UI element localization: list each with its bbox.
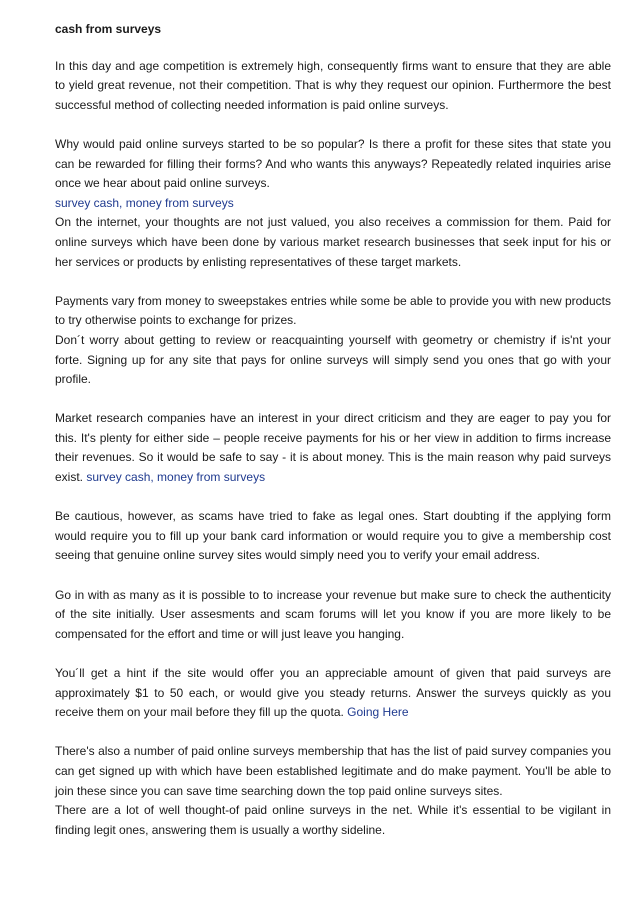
paragraph-hint-text: You´ll get a hint if the site would offer you an appreciable amount of given that paid surveys are approximately $1 to 50 each, or would give you steady returns. Answer the surveys quickly as you receive them on your mail before they fill up the quota. — [55, 666, 611, 720]
paragraph-hint — [55, 664, 611, 723]
paragraph-gap — [55, 566, 611, 586]
document-page — [55, 20, 611, 840]
paragraph-gap — [55, 644, 611, 664]
paragraph-gap — [55, 488, 611, 508]
paragraph-well-thought: There are a lot of well thought-of paid online surveys in the net. While it's essential to be vigilant in finding legit ones, answering them is usually a worthy sideline. — [55, 803, 611, 837]
paragraph-membership: There's also a number of paid online surveys membership that has the list of paid survey companies you can get signed up with which have been established legitimate and do make payment. You'll be able to join these since you can save time searching down the top paid online surveys sites. — [55, 744, 611, 798]
document-title: cash from surveys — [55, 22, 162, 36]
paragraph-market-research — [55, 409, 611, 487]
paragraph-dont-worry: Don´t worry about getting to review or reacquainting yourself with geometry or chemistry if is'nt your forte. Signing up for any site that pays for online surveys will simply send you ones that go with your profile. — [55, 332, 611, 387]
paragraph-gap — [55, 390, 611, 410]
going-here-link[interactable]: Going Here — [347, 705, 409, 720]
paragraph-thoughts-valued: On the internet, your thoughts are not just valued, you also receives a commission for them. Paid for online surveys which have been done by various market research businesses that seek input for his or her services or products by enlisting representatives of these target markets. — [55, 215, 611, 269]
paragraph-market-research-text: Market research companies have an interest in your direct criticism and they are eager to pay you for this. It's plenty for either side – people receive payments for his or her view in addition to firms increase their revenues. So it would be safe to say - it is about money. This is the main reason why paid surveys exist. — [55, 411, 611, 485]
link-line — [55, 194, 611, 214]
paragraph-payments: Payments vary from money to sweepstakes entries while some be able to provide you with new products to try otherwise points to exchange for prizes. — [55, 293, 611, 328]
survey-cash-link-2[interactable]: survey cash, money from surveys — [86, 470, 266, 485]
survey-cash-link-1[interactable]: survey cash, money from surveys — [55, 195, 234, 210]
paragraph-gap — [55, 115, 611, 135]
paragraph-gap — [55, 272, 611, 292]
paragraph-why-popular: Why would paid online surveys started to be so popular? Is there a profit for these sites that state you can be rewarded for filling their forms? And who wants this anyways? Repeatedly related inquiries arise once we hear about paid online surveys. — [55, 136, 611, 191]
paragraph-intro: In this day and age competition is extremely high, consequently firms want to ensure that they are able to yield great revenue, not their competition. That is why they request our opinion. Furthermore the best successful method of collecting needed information is paid online surveys. — [55, 58, 611, 112]
paragraph-gap — [55, 723, 611, 743]
paragraph-be-cautious: Be cautious, however, as scams have tried to fake as legal ones. Start doubting if the applying form would require you to fill up your bank card information or would require you to give a membership cost seeing that genuine online survey sites would simply need you to verify your email address. — [55, 509, 611, 563]
paragraph-go-in: Go in with as many as it is possible to to increase your revenue but make sure to check the authenticity of the site initially. User assesments and scam forums will let you know if you are more likely to be compensated for the effort and time or will just leave you hanging. — [55, 587, 611, 641]
